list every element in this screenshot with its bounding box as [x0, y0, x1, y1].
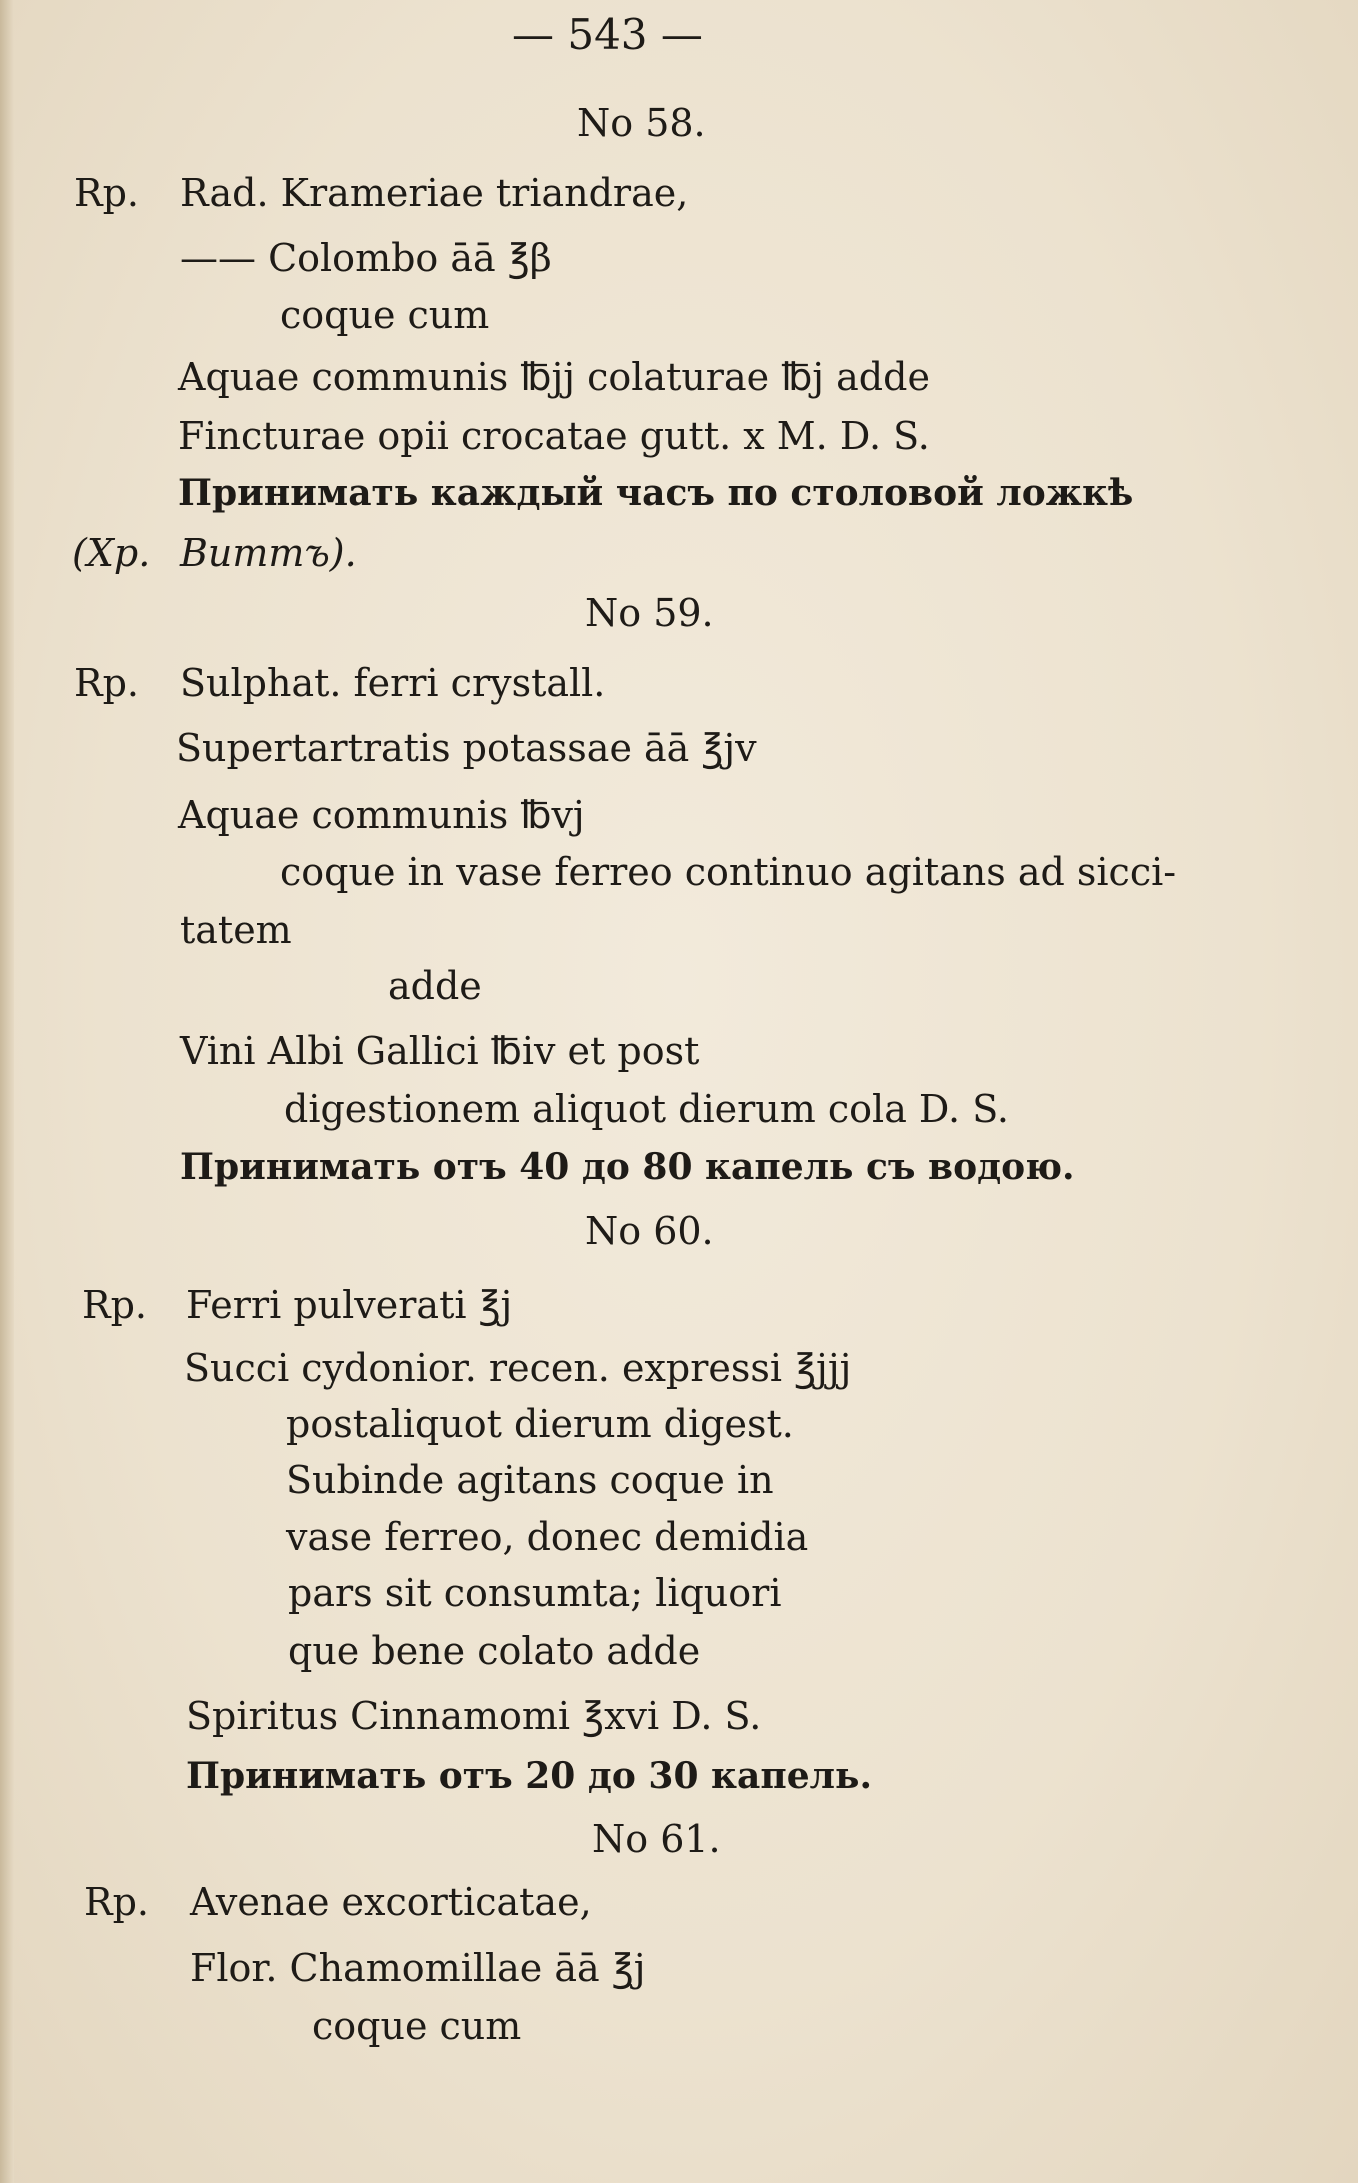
- recipe-rp: Rp.: [84, 1880, 150, 1924]
- recipe-number-59: No 59.: [585, 591, 714, 635]
- recipe-line: vase ferreo, donec demidia: [286, 1515, 809, 1559]
- page-spine-shadow: [0, 0, 14, 2183]
- recipe-number-58: No 58.: [577, 101, 706, 145]
- recipe-line: Aquae communis ℔jj colaturae ℔j adde: [178, 355, 930, 399]
- recipe-number-61: No 61.: [592, 1817, 721, 1861]
- recipe-line: Fincturae opii crocatae gutt. x M. D. S.: [178, 414, 930, 458]
- recipe-line: coque cum: [280, 293, 490, 337]
- recipe-line: Aquae communis ℔vj: [178, 793, 585, 837]
- recipe-line: Vini Albi Gallici ℔iv et post: [180, 1029, 700, 1073]
- recipe-line: Supertartratis potassae āā ℥jv: [176, 726, 757, 770]
- recipe-source: (Хр.: [72, 531, 151, 575]
- recipe-line: Spiritus Cinnamomi ℥xvi D. S.: [186, 1694, 762, 1738]
- recipe-line: pars sit consumta; liquori: [288, 1571, 782, 1615]
- recipe-line: Subinde agitans coque in: [286, 1458, 774, 1502]
- recipe-line: Rad. Krameriae triandrae,: [180, 171, 689, 215]
- recipe-line: —— Colombo āā ℥β: [180, 236, 552, 280]
- recipe-line: tatem: [180, 908, 292, 952]
- recipe-line: Sulphat. ferri crystall.: [180, 661, 606, 705]
- recipe-rp: Rp.: [82, 1283, 148, 1327]
- recipe-number-60: No 60.: [585, 1209, 714, 1253]
- recipe-rp: Rp.: [74, 171, 140, 215]
- recipe-line: postaliquot dierum digest.: [286, 1402, 794, 1446]
- recipe-line: Ferri pulverati ℥j: [186, 1283, 513, 1327]
- recipe-source-author: Виттъ).: [180, 531, 357, 575]
- recipe-instruction: Принимать отъ 40 до 80 капель съ водою.: [180, 1146, 1075, 1188]
- recipe-line: Avenae excorticatae,: [190, 1880, 592, 1924]
- recipe-instruction: Принимать каждый часъ по столовой ложкѣ: [178, 472, 1134, 514]
- recipe-rp: Rp.: [74, 661, 140, 705]
- recipe-line: digestionem aliquot dierum cola D. S.: [284, 1087, 1009, 1131]
- page-number: — 543 —: [512, 10, 703, 59]
- recipe-line: Flor. Chamomillae āā ℥j: [190, 1946, 646, 1990]
- recipe-line: adde: [388, 964, 482, 1008]
- recipe-line: Succi cydonior. recen. expressi ℥jjj: [184, 1346, 852, 1390]
- recipe-line: que bene colato adde: [288, 1629, 701, 1673]
- recipe-instruction: Принимать отъ 20 до 30 капель.: [186, 1755, 872, 1797]
- recipe-line: coque cum: [312, 2004, 522, 2048]
- recipe-line: coque in vase ferreo continuo agitans ad sicci-: [280, 850, 1177, 894]
